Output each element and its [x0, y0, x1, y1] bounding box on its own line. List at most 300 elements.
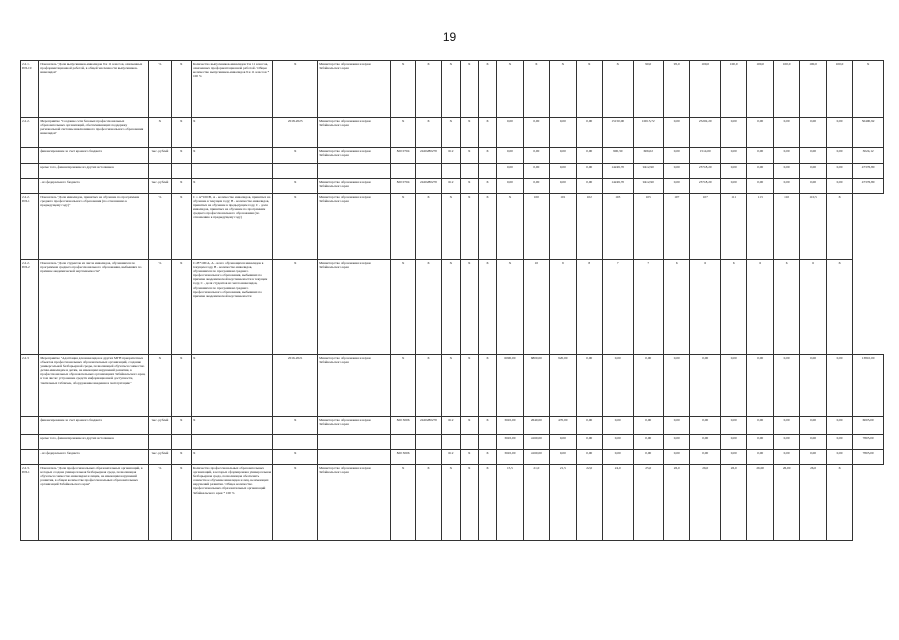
table-cell	[191, 164, 272, 179]
table-cell: 100	[523, 194, 549, 260]
table-cell: 2.2.3. ПП-1	[21, 465, 39, 541]
table-cell: X	[478, 450, 496, 465]
table-cell	[442, 164, 460, 179]
table-cell: 0,00	[721, 164, 747, 179]
table-cell: 25,0	[633, 465, 664, 541]
table-cell: 0,00	[633, 435, 664, 450]
table-cell: 0,00	[690, 355, 721, 417]
table-cell: X	[460, 260, 478, 355]
table-cell: 113	[747, 194, 773, 260]
table-cell: %	[149, 194, 171, 260]
table-cell: X	[171, 148, 191, 164]
table-cell: X	[442, 355, 460, 417]
table-cell: 9412,90	[633, 164, 664, 179]
table-cell: X	[478, 194, 496, 260]
table-cell: тыс. рублей	[149, 417, 171, 435]
table-cell	[21, 148, 39, 164]
table-cell: 0,00	[690, 450, 721, 465]
table-cell	[21, 450, 39, 465]
table-cell: X	[391, 260, 415, 355]
table-cell: X	[149, 355, 171, 417]
table-cell: 7805,00	[853, 450, 884, 465]
table-cell: 100,0	[773, 61, 799, 118]
table-cell: X	[273, 194, 318, 260]
table-cell: X	[603, 61, 634, 118]
table-cell: X	[460, 465, 478, 541]
table-cell: 0,00	[576, 118, 602, 148]
table-cell: 107	[690, 194, 721, 260]
table-cell: 0,00	[523, 164, 549, 179]
table-cell: 24,0	[603, 465, 634, 541]
table-cell: 10	[523, 260, 549, 355]
table-cell: %	[149, 465, 171, 541]
table-cell: 2.2.2. ПП-1	[21, 194, 39, 260]
table-cell: 2.2.2. ПП-2	[21, 260, 39, 355]
table-cell: 25202,20	[690, 118, 721, 148]
table-cell: 101	[550, 194, 576, 260]
table-cell: Мероприятие "Адаптация для инвалидов и других МГН приоритетных объектов профессиональных образовательных организаций, создание универсальной безбарьерной среды, позволяющей обучаться совместно детям-инвалидам и детям, не имеющим нарушений развития, в профессиональных образовательных организациях Забайкальского края, в том числе: устранение средств информационной доступности, тактильных табличек, оборудование введения в эксплуатацию"	[39, 355, 149, 417]
table-cell	[318, 164, 391, 179]
table-cell: %	[149, 260, 171, 355]
table-cell: Министерство образования и науки Забайкальского края	[318, 179, 391, 194]
table-cell: 3045,00	[497, 417, 523, 435]
table-cell: 0,00	[497, 179, 523, 194]
table-cell: 0,00	[721, 450, 747, 465]
table-cell: 26,0	[690, 465, 721, 541]
table-cell: 0,00	[497, 164, 523, 179]
table-cell: 0,00	[773, 164, 799, 179]
table-cell: X	[191, 118, 272, 148]
table-cell: X	[391, 355, 415, 417]
table-cell: 0,00	[773, 179, 799, 194]
table-cell: X	[853, 61, 884, 118]
table-cell: 6	[800, 260, 826, 355]
table-cell: 0,00	[826, 450, 852, 465]
table-cell: тыс. рублей	[149, 179, 171, 194]
table-cell: 0,00	[523, 148, 549, 164]
table-cell: X	[273, 260, 318, 355]
table-cell: 0,00	[576, 148, 602, 164]
table-cell: X	[191, 355, 272, 417]
table-cell: кроме того, финансирование из других источников	[39, 435, 149, 450]
table-cell: 0,00	[497, 118, 523, 148]
table-cell: 7805,00	[853, 435, 884, 450]
table-cell: X	[460, 194, 478, 260]
table-cell: 0,00	[690, 417, 721, 435]
table-cell: X	[497, 260, 523, 355]
table-cell: 0,00	[826, 118, 852, 148]
table-cell: 13810,00	[853, 355, 884, 417]
table-cell: Министерство образования и науки Забайкальского края	[318, 465, 391, 541]
table-cell: 14249,70	[603, 164, 634, 179]
table-cell: X	[273, 148, 318, 164]
table-cell: Министерство образования и науки Забайкальского края	[318, 118, 391, 148]
table-cell: 0,00	[800, 179, 826, 194]
table-cell: 820 3006	[391, 450, 415, 465]
table-cell: 7	[633, 260, 664, 355]
table-cell: X	[478, 417, 496, 435]
table-cell: 0,00	[664, 164, 690, 179]
table-cell	[149, 164, 171, 179]
table-cell: Показатель "Доля профессиональных образовательных организаций, в которых создана универсальная безбарьерная среда, позволяющая обучаться совместно инвалидам и лицам, не имеющим нарушений развития, в общем количестве профессиональных образовательных организаций Забайкальского края"	[39, 465, 149, 541]
table-cell: 0,00	[497, 148, 523, 164]
table-cell: тыс. рублей	[149, 148, 171, 164]
table-cell: X	[415, 465, 441, 541]
table-cell: Министерство образования и науки Забайкальского края	[318, 61, 391, 118]
table-cell: X	[391, 61, 415, 118]
table-cell: 102	[576, 194, 602, 260]
table-cell: Министерство образования и науки Забайкальского края	[318, 260, 391, 355]
table-cell	[318, 435, 391, 450]
table-cell: Показатель "Доля выпускников-инвалидов 9 и 11 классов, охваченных профориентационной работой, в общей численности выпускников-инвалидов"	[39, 61, 149, 118]
table-cell: 100,0	[800, 61, 826, 118]
table-cell	[21, 435, 39, 450]
table-frame	[20, 60, 884, 544]
table-cell: Министерство образования и науки Забайкальского края	[318, 194, 391, 260]
table-cell: 612	[442, 417, 460, 435]
table-cell: 0,00	[826, 355, 852, 417]
table-cell: X	[460, 355, 478, 417]
table-cell: 110,5	[800, 194, 826, 260]
table-cell: 0,00	[576, 450, 602, 465]
table-cell	[149, 435, 171, 450]
table-cell: 0,00	[550, 164, 576, 179]
table-cell: X	[171, 61, 191, 118]
table-cell: 26,0	[800, 465, 826, 541]
table-cell: 90,0	[633, 61, 664, 118]
table-cell: X	[442, 118, 460, 148]
table-cell: Мероприятие "Создание сети базовых профессиональных образовательных организаций, обеспечивающих поддержку региональной системы инклюзивного профессионального образования инвалидов"	[39, 118, 149, 148]
table-cell: X	[391, 194, 415, 260]
table-cell: 100,0	[721, 61, 747, 118]
table-cell: 0,00	[664, 355, 690, 417]
table-cell: 0,00	[576, 435, 602, 450]
table-cell: 0,00	[826, 417, 852, 435]
table-cell: 23718,20	[690, 179, 721, 194]
table-cell: X	[523, 61, 549, 118]
table-cell: 6	[747, 260, 773, 355]
table-row	[21, 450, 884, 465]
table-cell: Показатель "Доля инвалидов, принятых на обучение по программам среднего профессионального образования (по отношению к предыдущему году)"	[39, 194, 149, 260]
table-cell: 26,00	[747, 465, 773, 541]
table-cell: 6	[721, 260, 747, 355]
table-cell: 820 3006	[391, 417, 415, 435]
table-cell: X	[415, 194, 441, 260]
table-cell: 47376,80	[853, 164, 884, 179]
table-cell: 0,00	[664, 417, 690, 435]
table-cell: 612	[442, 148, 460, 164]
table-cell: X	[171, 417, 191, 435]
table-cell: 900,30	[603, 148, 634, 164]
table-cell: 0,00	[603, 355, 634, 417]
table-cell: 7	[603, 260, 634, 355]
table-cell: X	[576, 61, 602, 118]
table-cell: 0,00	[773, 450, 799, 465]
table-cell: 0,00	[576, 164, 602, 179]
table-cell: 21,5	[550, 465, 576, 541]
table-cell: 6800,00	[523, 355, 549, 417]
table-cell: 4160,00	[523, 435, 549, 450]
table-cell: 2018-2025	[273, 118, 318, 148]
table-cell: 2420280270	[415, 417, 441, 435]
table-cell: X	[478, 465, 496, 541]
table-cell	[273, 164, 318, 179]
table-cell	[391, 435, 415, 450]
table-cell: X	[460, 61, 478, 118]
table-cell: 0,00	[550, 118, 576, 148]
table-cell: 6	[664, 260, 690, 355]
table-cell: 15150,00	[603, 118, 634, 148]
table-cell: 3024,12	[853, 148, 884, 164]
table-cell: X	[273, 450, 318, 465]
table-cell: 0,00	[800, 148, 826, 164]
table-cell: X	[497, 61, 523, 118]
table-cell: 0,00	[576, 355, 602, 417]
table-cell: 3045,00	[497, 450, 523, 465]
table-cell: X	[497, 194, 523, 260]
table-cell: 0,00	[747, 179, 773, 194]
table-cell: 22,0	[576, 465, 602, 541]
table-cell: X	[442, 465, 460, 541]
table-cell: 0,00	[773, 355, 799, 417]
table-cell: 0,00	[550, 148, 576, 164]
table-cell: 14249,70	[603, 179, 634, 194]
table-cell: X	[826, 194, 852, 260]
table-cell: X	[391, 118, 415, 148]
table-cell: 2420280270	[415, 179, 441, 194]
table-cell: 47376,80	[853, 179, 884, 194]
table-cell: X	[442, 194, 460, 260]
table-cell: X	[550, 61, 576, 118]
table-cell: 0,00	[800, 417, 826, 435]
table-cell: 0,00	[633, 450, 664, 465]
table-row	[21, 118, 884, 148]
table-cell: - из федерального бюджета	[39, 179, 149, 194]
table-cell: 0,00	[826, 148, 852, 164]
table-cell: 0,00	[747, 435, 773, 450]
table-row	[21, 148, 884, 164]
table-cell: 0,00	[773, 417, 799, 435]
table-cell: 0,00	[721, 417, 747, 435]
table-cell: X	[191, 450, 272, 465]
table-cell	[415, 450, 441, 465]
table-cell: 2016-2021	[273, 355, 318, 417]
table-cell: X	[171, 118, 191, 148]
table-cell: X	[391, 465, 415, 541]
table-cell: 0,00	[773, 118, 799, 148]
table-cell: X	[826, 465, 852, 541]
table-cell: 6005,00	[853, 417, 884, 435]
table-cell: X	[415, 118, 441, 148]
table-cell	[171, 164, 191, 179]
page-number: 19	[442, 30, 457, 44]
table-cell: 9412,90	[633, 179, 664, 194]
table-cell	[21, 417, 39, 435]
table-cell: C=B*100/А, А - всего обучающихся инвалидов в текущем году, В - количество инвалидов, обучавшихся по программам среднего профессионального образования, выбывших по причине академической неуспеваемости в текущем году, С - доля студентов из числа инвалидов, обучавшихся по программам среднего профессионального образования, выбывших по причине академической неуспеваемости	[191, 260, 272, 355]
table-cell: 21,0	[523, 465, 549, 541]
table-cell: X	[171, 194, 191, 260]
table-cell	[391, 164, 415, 179]
table-cell: X	[478, 355, 496, 417]
table-cell: 1514,00	[690, 148, 721, 164]
table-cell: X	[460, 179, 478, 194]
table-cell: тыс. рублей	[149, 450, 171, 465]
table-cell	[21, 164, 39, 179]
table-cell: X	[478, 148, 496, 164]
table-cell: X	[415, 355, 441, 417]
table-cell: Показатель "Доля студентов из числа инвалидов, обучавшихся по программам среднего профессионального образования, выбывших по причине академической неуспеваемости"	[39, 260, 149, 355]
table-cell: X	[442, 61, 460, 118]
table-cell: X	[171, 179, 191, 194]
table-cell: 26,0	[721, 465, 747, 541]
table-cell: 0,00	[603, 417, 634, 435]
table-cell: 0,00	[826, 435, 852, 450]
table-row	[21, 435, 884, 450]
table-cell: 0,00	[633, 355, 664, 417]
table-cell	[171, 435, 191, 450]
table-cell: 0,00	[800, 118, 826, 148]
table-cell	[21, 179, 39, 194]
table-cell: 2420280270	[415, 148, 441, 164]
table-cell: 107	[664, 194, 690, 260]
table-cell: 100,0	[826, 61, 852, 118]
table-cell: 606,02	[633, 148, 664, 164]
table-cell: X	[460, 450, 478, 465]
table-cell: финансирование за счет краевого бюджета	[39, 417, 149, 435]
table-cell: 0,00	[826, 164, 852, 179]
table-cell: X	[415, 61, 441, 118]
table-cell: X	[171, 260, 191, 355]
table-cell: 0,00	[773, 435, 799, 450]
table-cell: X	[273, 61, 318, 118]
table-row	[21, 260, 884, 355]
table-cell: Количество профессиональных образовательных организаций, в которых сформирована универсальная безбарьерная среда, позволяющая обеспечить совместное обучение инвалидов и лиц, не имеющих нарушений развития / Общее количество профессиональных образовательных организаций Забайкальского края * 100 %	[191, 465, 272, 541]
table-cell: X	[171, 450, 191, 465]
table-cell: 0,00	[523, 179, 549, 194]
table-cell: X	[478, 179, 496, 194]
table-cell: X	[171, 355, 191, 417]
table-cell: 0,00	[603, 450, 634, 465]
table-cell: 0,00	[773, 148, 799, 164]
table-cell: 2.2.3	[21, 355, 39, 417]
table-cell: 920,00	[550, 355, 576, 417]
table-row	[21, 417, 884, 435]
table-cell: Министерство образования и науки Забайкальского края	[318, 148, 391, 164]
table-cell: X	[273, 417, 318, 435]
table-cell: X	[478, 61, 496, 118]
table-cell: 0,00	[576, 179, 602, 194]
table-cell: Министерство образования и науки Забайкальского края	[318, 417, 391, 435]
table-cell	[415, 435, 441, 450]
table-cell: 0,00	[664, 148, 690, 164]
table-row	[21, 61, 884, 118]
table-cell: 0,00	[747, 450, 773, 465]
table-cell: 8	[576, 260, 602, 355]
table-cell: X	[415, 260, 441, 355]
table-cell: 0,00	[800, 450, 826, 465]
table-cell: 9	[550, 260, 576, 355]
table-cell: 0,00	[747, 417, 773, 435]
table-cell: 103	[603, 194, 634, 260]
table-row	[21, 179, 884, 194]
table-cell: 6	[773, 260, 799, 355]
table-cell: 0,00	[800, 435, 826, 450]
table-cell	[442, 435, 460, 450]
table-cell: X	[478, 118, 496, 148]
table-cell: C = A*100/В, А - количество инвалидов, принятых на обучение в текущем году; В - количество инвалидов, принятых на обучение в предыдущем году, С - доля инвалидов, принятых на обучение по программам среднего профессионального образования (по отношению к предыдущему году)	[191, 194, 272, 260]
table-cell: 6090,00	[497, 355, 523, 417]
table-cell: 2.2.2.	[21, 118, 39, 148]
table-cell: - из федерального бюджета	[39, 450, 149, 465]
table-cell: X	[442, 260, 460, 355]
table-cell: 2640,00	[523, 417, 549, 435]
table-cell: 0,00	[550, 435, 576, 450]
table-cell: 3045,00	[497, 435, 523, 450]
table-cell: 0,00	[721, 355, 747, 417]
table-cell: 111	[721, 194, 747, 260]
table-cell: X	[460, 118, 478, 148]
table-cell: 6	[690, 260, 721, 355]
table-cell: финансирование за счет краевого бюджета	[39, 148, 149, 164]
table-cell: 0,00	[721, 435, 747, 450]
table-cell: 470,00	[550, 417, 576, 435]
table-cell: X	[191, 179, 272, 194]
table-cell	[478, 435, 496, 450]
table-cell: 0,00	[747, 164, 773, 179]
table-cell: 4160,00	[523, 450, 549, 465]
table-cell: X	[149, 118, 171, 148]
table-cell: 26,0	[664, 465, 690, 541]
table-cell: 612	[442, 179, 460, 194]
table-cell: 612	[442, 450, 460, 465]
table-cell: кроме того, финансирование из других источников	[39, 164, 149, 179]
table-cell: 0,00	[747, 118, 773, 148]
table-cell: 0,00	[550, 179, 576, 194]
table-cell	[191, 435, 272, 450]
table-cell: 0,00	[800, 164, 826, 179]
table-cell: 0,00	[826, 179, 852, 194]
table-cell: 26,00	[773, 465, 799, 541]
table-cell	[460, 435, 478, 450]
table-cell: 0,00	[550, 450, 576, 465]
table-cell: X	[826, 260, 852, 355]
table-cell	[478, 164, 496, 179]
table-cell: 50400,92	[853, 118, 884, 148]
table-cell	[318, 450, 391, 465]
table-cell: 100,0	[690, 61, 721, 118]
table-cell: 15,5	[497, 465, 523, 541]
table-cell: X	[273, 465, 318, 541]
table-cell: 0,00	[664, 435, 690, 450]
table-cell: %	[149, 61, 171, 118]
table-row	[21, 164, 884, 179]
table-cell: 95,0	[664, 61, 690, 118]
table-cell: 0,00	[603, 435, 634, 450]
table-cell: Министерство образования и науки Забайкальского края	[318, 355, 391, 417]
table-cell: 820 0704	[391, 148, 415, 164]
table-row	[21, 194, 884, 260]
table-cell: 23718,20	[690, 164, 721, 179]
table-cell: 0,00	[523, 118, 549, 148]
table-cell: 0,00	[664, 118, 690, 148]
table-cell: Количество выпускников-инвалидов 9 и 11 классов, охваченных профориентационной работой / Общее количество выпускников-инвалидов 9 и 11 классов * 100 %	[191, 61, 272, 118]
table-cell: X	[273, 179, 318, 194]
table-cell: 0,00	[721, 118, 747, 148]
table-cell: 2.2.1. ПП-19	[21, 61, 39, 118]
table-cell: X	[191, 417, 272, 435]
program-table	[20, 60, 884, 541]
table-cell: 0,00	[664, 450, 690, 465]
